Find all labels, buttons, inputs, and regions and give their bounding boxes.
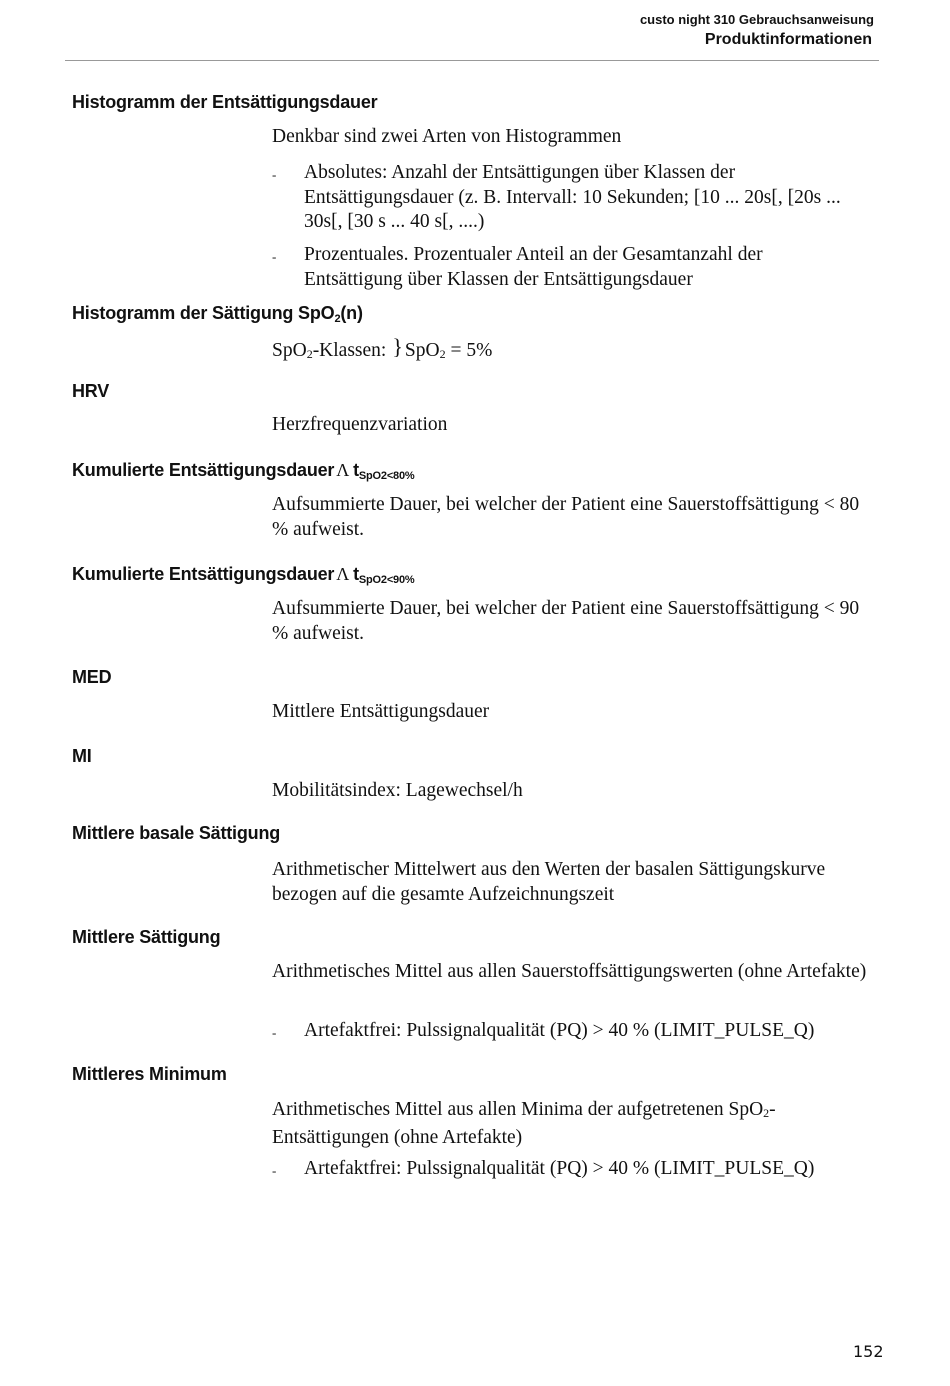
bullet-dash: - bbox=[272, 1025, 277, 1040]
text-mi: Mobilitätsindex: Lagewechsel/h bbox=[272, 780, 523, 801]
heading-hrv: HRV bbox=[72, 381, 110, 401]
text-spo2-classes bbox=[272, 334, 872, 367]
text-cumulative-90: Aufsummierte Dauer, bei welcher der Patient eine Sauerstoffsättigung < 90 % aufweist. bbox=[272, 598, 860, 644]
lambda-symbol: Λ bbox=[336, 460, 350, 480]
heading-histogram-saturation bbox=[72, 303, 363, 325]
heading-variable: t bbox=[353, 564, 359, 584]
brace-symbol: } bbox=[392, 334, 403, 359]
heading-suffix: (n) bbox=[340, 303, 363, 323]
heading-subscript: SpO2<80% bbox=[358, 470, 415, 482]
text-subscript: 2 bbox=[763, 1106, 770, 1120]
heading-mi: MI bbox=[72, 746, 92, 766]
document-title: custo night 310 Gebrauchsanweisung bbox=[639, 12, 874, 27]
text-mean-saturation: Arithmetisches Mittel aus allen Sauerstoffsättigungswerten (ohne Artefakte) bbox=[272, 961, 867, 982]
heading-cumulative-90 bbox=[72, 564, 414, 586]
heading-variable: t bbox=[353, 460, 359, 480]
bullet-absolute bbox=[272, 161, 862, 235]
bullet-percentage-text: Prozentuales. Prozentualer Anteil an der Gesamtanzahl der Entsättigung über Klassen der Entsättigungsdauer bbox=[304, 244, 763, 290]
heading-mean-basal: Mittlere basale Sättigung bbox=[72, 823, 281, 843]
heading-med: MED bbox=[72, 667, 112, 687]
text-subscript: 2 bbox=[439, 347, 446, 361]
lambda-symbol: Λ bbox=[336, 564, 350, 584]
heading-cumulative-80 bbox=[72, 460, 414, 482]
bullet-dash: - bbox=[272, 1163, 277, 1178]
bullet-absolute-text: Absolutes: Anzahl der Entsättigungen über Klassen der Entsättigungsdauer (z. B. Intervall: 10 Sekunden; [10 ... 20s[, [20s ... 30s[, [30 s ... 40 s[, ....) bbox=[304, 162, 841, 232]
heading-subscript: 2 bbox=[334, 313, 341, 325]
text-part: -Entsättigungen (ohne Artefakte) bbox=[272, 1099, 776, 1148]
header-divider bbox=[65, 60, 879, 61]
text-part: = 5% bbox=[445, 340, 493, 361]
heading-mean-saturation: Mittlere Sättigung bbox=[72, 927, 221, 947]
bullet-artifact-free-text: Artefaktfrei: Pulssignalqualität (PQ) > 40 % (LIMIT_PULSE_Q) bbox=[304, 1020, 815, 1041]
text-med: Mittlere Entsättigungsdauer bbox=[272, 701, 490, 722]
text-part: SpO bbox=[404, 340, 440, 361]
bullet-artifact-free bbox=[272, 1157, 862, 1182]
text-part: SpO bbox=[272, 340, 307, 361]
heading-mean-minimum: Mittleres Minimum bbox=[72, 1064, 227, 1084]
text-cumulative-80: Aufsummierte Dauer, bei welcher der Patient eine Sauerstoffsättigung < 80 % aufweist. bbox=[272, 494, 860, 540]
bullet-artifact-free bbox=[272, 1019, 862, 1044]
text-histogram-intro: Denkbar sind zwei Arten von Histogrammen bbox=[272, 126, 622, 147]
bullet-dash: - bbox=[272, 249, 277, 264]
heading-text: Histogramm der Sättigung SpO bbox=[72, 303, 335, 323]
text-subscript: 2 bbox=[306, 347, 313, 361]
section-title: Produktinformationen bbox=[704, 31, 872, 48]
text-hrv: Herzfrequenzvariation bbox=[272, 414, 448, 435]
bullet-artifact-free-text: Artefaktfrei: Pulssignalqualität (PQ) > 40 % (LIMIT_PULSE_Q) bbox=[304, 1158, 815, 1179]
heading-text: Kumulierte Entsättigungsdauer bbox=[72, 460, 335, 480]
text-mean-minimum bbox=[272, 1098, 872, 1150]
bullet-percentage bbox=[272, 243, 862, 292]
text-part: -Klassen: bbox=[312, 340, 387, 361]
heading-subscript: SpO2<90% bbox=[358, 574, 415, 586]
text-mean-basal: Arithmetischer Mittelwert aus den Werten der basalen Sättigungskurve bezogen auf die gesamte Aufzeichnungszeit bbox=[272, 859, 826, 905]
heading-text: Kumulierte Entsättigungsdauer bbox=[72, 564, 335, 584]
page-number: 152 bbox=[853, 1342, 884, 1361]
heading-histogram-duration: Histogramm der Entsättigungsdauer bbox=[72, 92, 378, 112]
bullet-dash: - bbox=[272, 167, 277, 182]
text-part: Arithmetisches Mittel aus allen Minima der aufgetretenen SpO bbox=[272, 1099, 764, 1120]
